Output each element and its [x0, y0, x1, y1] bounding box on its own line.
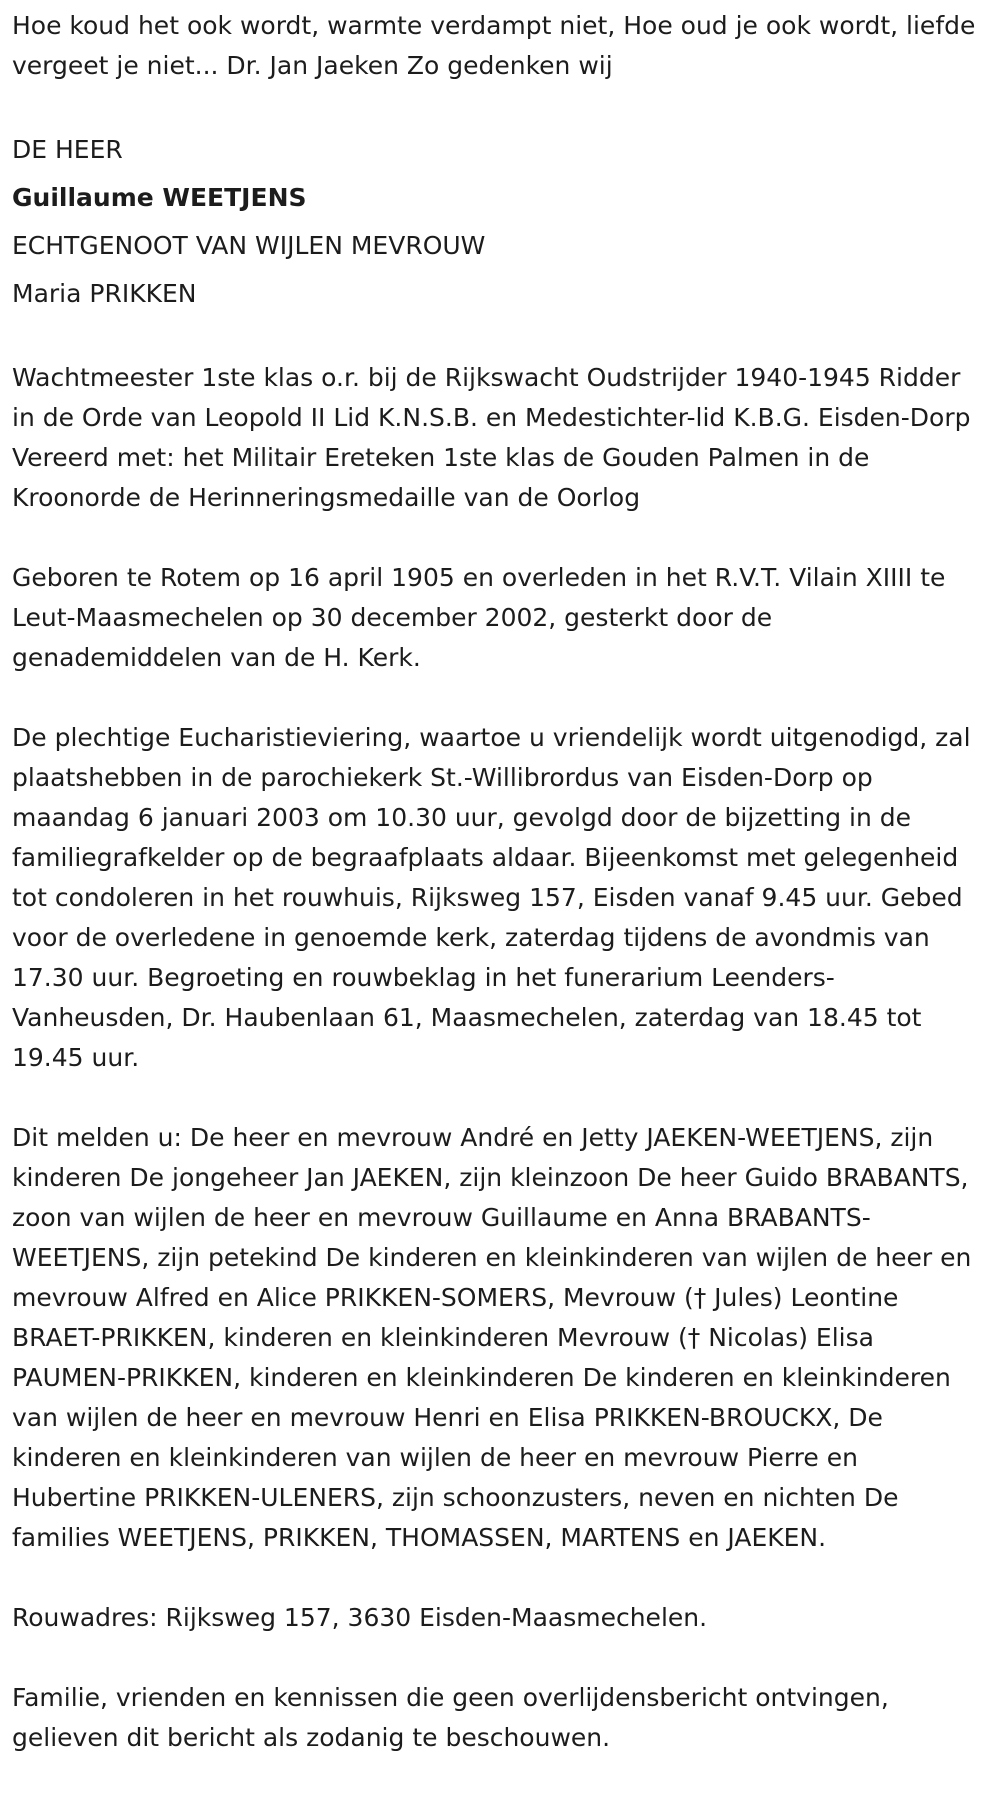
honors-paragraph: Wachtmeester 1ste klas o.r. bij de Rijkswacht Oudstrijder 1940-1945 Ridder in de Orde van Leopold II Lid K.N.S.B. en Medestichter-lid K.B.G. Eisden-Dorp Vereerd met: het Militair Ereteken 1ste klas de Gouden Palmen in de Kroonorde de Herinneringsmedaille van de Oorlog	[12, 363, 971, 512]
deceased-name: Guillaume WEETJENS	[12, 183, 307, 212]
deceased-header	[12, 126, 990, 318]
spouse-name: Maria PRIKKEN	[12, 279, 197, 308]
ceremony-paragraph: De plechtige Eucharistieviering, waartoe u vriendelijk wordt uitgenodigd, zal plaatshebben in de parochiekerk St.-Willibrordus van Eisden-Dorp op maandag 6 januari 2003 om 10.30 uur, gevolgd door de bijzetting in de familiegrafkelder op de begraafplaats aldaar. Bijeenkomst met gelegenheid tot condoleren in het rouwhuis, Rijksweg 157, Eisden vanaf 9.45 uur. Gebed voor de overledene in genoemde kerk, zaterdag tijdens de avondmis van 17.30 uur. Begroeting en rouwbeklag in het funerarium Leenders-Vanheusden, Dr. Haubenlaan 61, Maasmechelen, zaterdag van 18.45 tot 19.45 uur.	[12, 723, 971, 1072]
birth-death-paragraph: Geboren te Rotem op 16 april 1905 en overleden in het R.V.T. Vilain XIIII te Leut-Maasmechelen op 30 december 2002, gesterkt door de genademiddelen van de H. Kerk.	[12, 563, 946, 672]
title-line: DE HEER	[12, 135, 123, 164]
closing-note: Familie, vrienden en kennissen die geen overlijdensbericht ontvingen, gelieven dit bericht als zodanig te beschouwen.	[12, 1683, 889, 1752]
mourning-address: Rouwadres: Rijksweg 157, 3630 Eisden-Maasmechelen.	[12, 1603, 708, 1632]
relation-line: ECHTGENOOT VAN WIJLEN MEVROUW	[12, 231, 486, 260]
announcers-paragraph: Dit melden u: De heer en mevrouw André en Jetty JAEKEN-WEETJENS, zijn kinderen De jongeheer Jan JAEKEN, zijn kleinzoon De heer Guido BRABANTS, zoon van wijlen de heer en mevrouw Guillaume en Anna BRABANTS-WEETJENS, zijn petekind De kinderen en kleinkinderen van wijlen de heer en mevrouw Alfred en Alice PRIKKEN-SOMERS, Mevrouw († Jules) Leontine BRAET-PRIKKEN, kinderen en kleinkinderen Mevrouw († Nicolas) Elisa PAUMEN-PRIKKEN, kinderen en kleinkinderen De kinderen en kleinkinderen van wijlen de heer en mevrouw Henri en Elisa PRIKKEN-BROUCKX, De kinderen en kleinkinderen van wijlen de heer en mevrouw Pierre en Hubertine PRIKKEN-ULENERS, zijn schoonzusters, neven en nichten De families WEETJENS, PRIKKEN, THOMASSEN, MARTENS en JAEKEN.	[12, 1123, 972, 1552]
intro-quote: Hoe koud het ook wordt, warmte verdampt niet, Hoe oud je ook wordt, liefde vergeet je niet... Dr. Jan Jaeken Zo gedenken wij	[12, 11, 976, 80]
